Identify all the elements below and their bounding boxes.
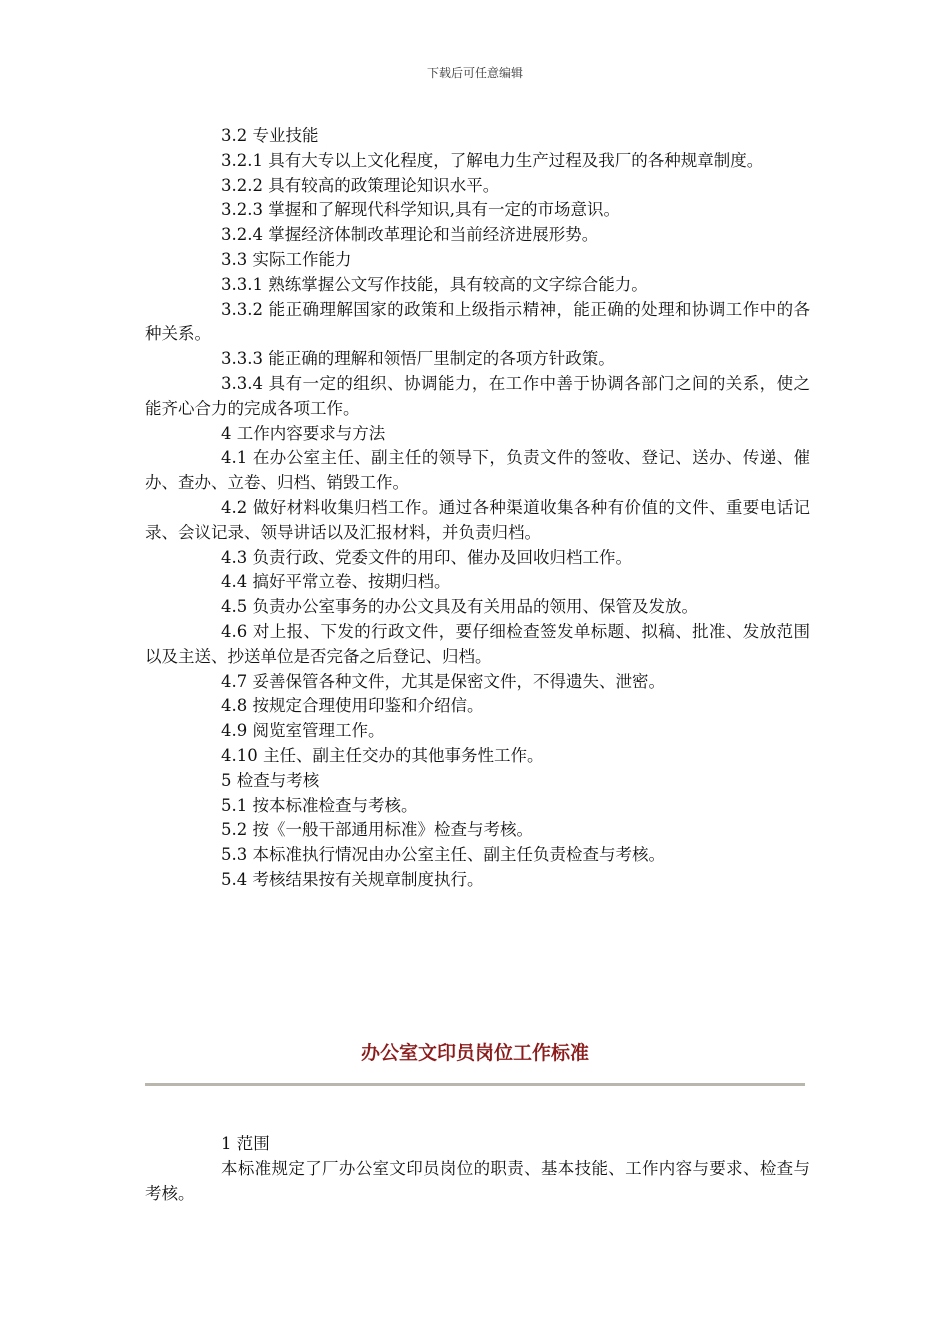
paragraph: 3.3.3 能正确的理解和领悟厂里制定的各项方针政策。 (221, 349, 615, 369)
paragraph: 3.3.2 能正确理解国家的政策和上级指示精神，能正确的处理和协调工作中的各种关系。 (145, 299, 810, 344)
paragraph: 4.4 搞好平常立卷、按期归档。 (221, 572, 451, 592)
section-heading: 4 工作内容要求与方法 (221, 423, 386, 443)
paragraph: 4.3 负责行政、党委文件的用印、催办及回收归档工作。 (221, 547, 632, 567)
paragraph: 3.2.3 掌握和了解现代科学知识,具有一定的市场意识。 (221, 200, 620, 220)
paragraph: 4.5 负责办公室事务的办公文具及有关用品的领用、保管及发放。 (221, 597, 698, 617)
paragraph: 4.10 主任、副主任交办的其他事务性工作。 (221, 745, 544, 765)
paragraph: 3.3.4 具有一定的组织、协调能力，在工作中善于协调各部门之间的关系，使之能齐心合力的完成各项工作。 (145, 373, 810, 418)
paragraph: 3.3.1 熟练掌握公文写作技能，具有较高的文字综合能力。 (221, 274, 648, 294)
document-body (145, 124, 810, 893)
paragraph: 3.2.1 具有大专以上文化程度，了解电力生产过程及我厂的各种规章制度。 (221, 150, 764, 170)
paragraph: 4.1 在办公室主任、副主任的领导下，负责文件的签收、登记、送办、传递、催办、查办、立卷、归档、销毁工作。 (145, 448, 810, 493)
paragraph: 4.2 做好材料收集归档工作。通过各种渠道收集各种有价值的文件、重要电话记录、会议记录、领导讲话以及汇报材料，并负责归档。 (145, 497, 810, 542)
horizontal-divider (145, 1083, 805, 1086)
section2-body (145, 1132, 810, 1206)
paragraph: 3.3 实际工作能力 (221, 249, 352, 269)
paragraph: 5.4 考核结果按有关规章制度执行。 (221, 869, 484, 889)
section-heading: 5 检查与考核 (221, 770, 320, 790)
page-header-note: 下载后可任意编辑 (426, 66, 523, 80)
paragraph: 5.1 按本标准检查与考核。 (221, 795, 418, 815)
paragraph: 5.3 本标准执行情况由办公室主任、副主任负责检查与考核。 (221, 845, 665, 865)
paragraph: 4.9 阅览室管理工作。 (221, 721, 385, 741)
paragraph: 3.2.4 掌握经济体制改革理论和当前经济进展形势。 (221, 225, 599, 245)
paragraph: 3.2.2 具有较高的政策理论知识水平。 (221, 175, 500, 195)
section-title: 办公室文印员岗位工作标准 (360, 1042, 589, 1064)
paragraph: 4.6 对上报、下发的行政文件，要仔细检查签发单标题、拟稿、批准、发放范围以及主送、抄送单位是否完备之后登记、归档。 (145, 621, 810, 666)
paragraph: 5.2 按《一般干部通用标准》检查与考核。 (221, 820, 533, 840)
paragraph: 4.8 按规定合理使用印鉴和介绍信。 (221, 696, 484, 716)
paragraph: 本标准规定了厂办公室文印员岗位的职责、基本技能、工作内容与要求、检查与考核。 (145, 1158, 810, 1203)
paragraph: 3.2 专业技能 (221, 126, 319, 145)
section-heading: 1 范围 (221, 1134, 270, 1153)
paragraph: 4.7 妥善保管各种文件，尤其是保密文件，不得遗失、泄密。 (221, 671, 665, 691)
